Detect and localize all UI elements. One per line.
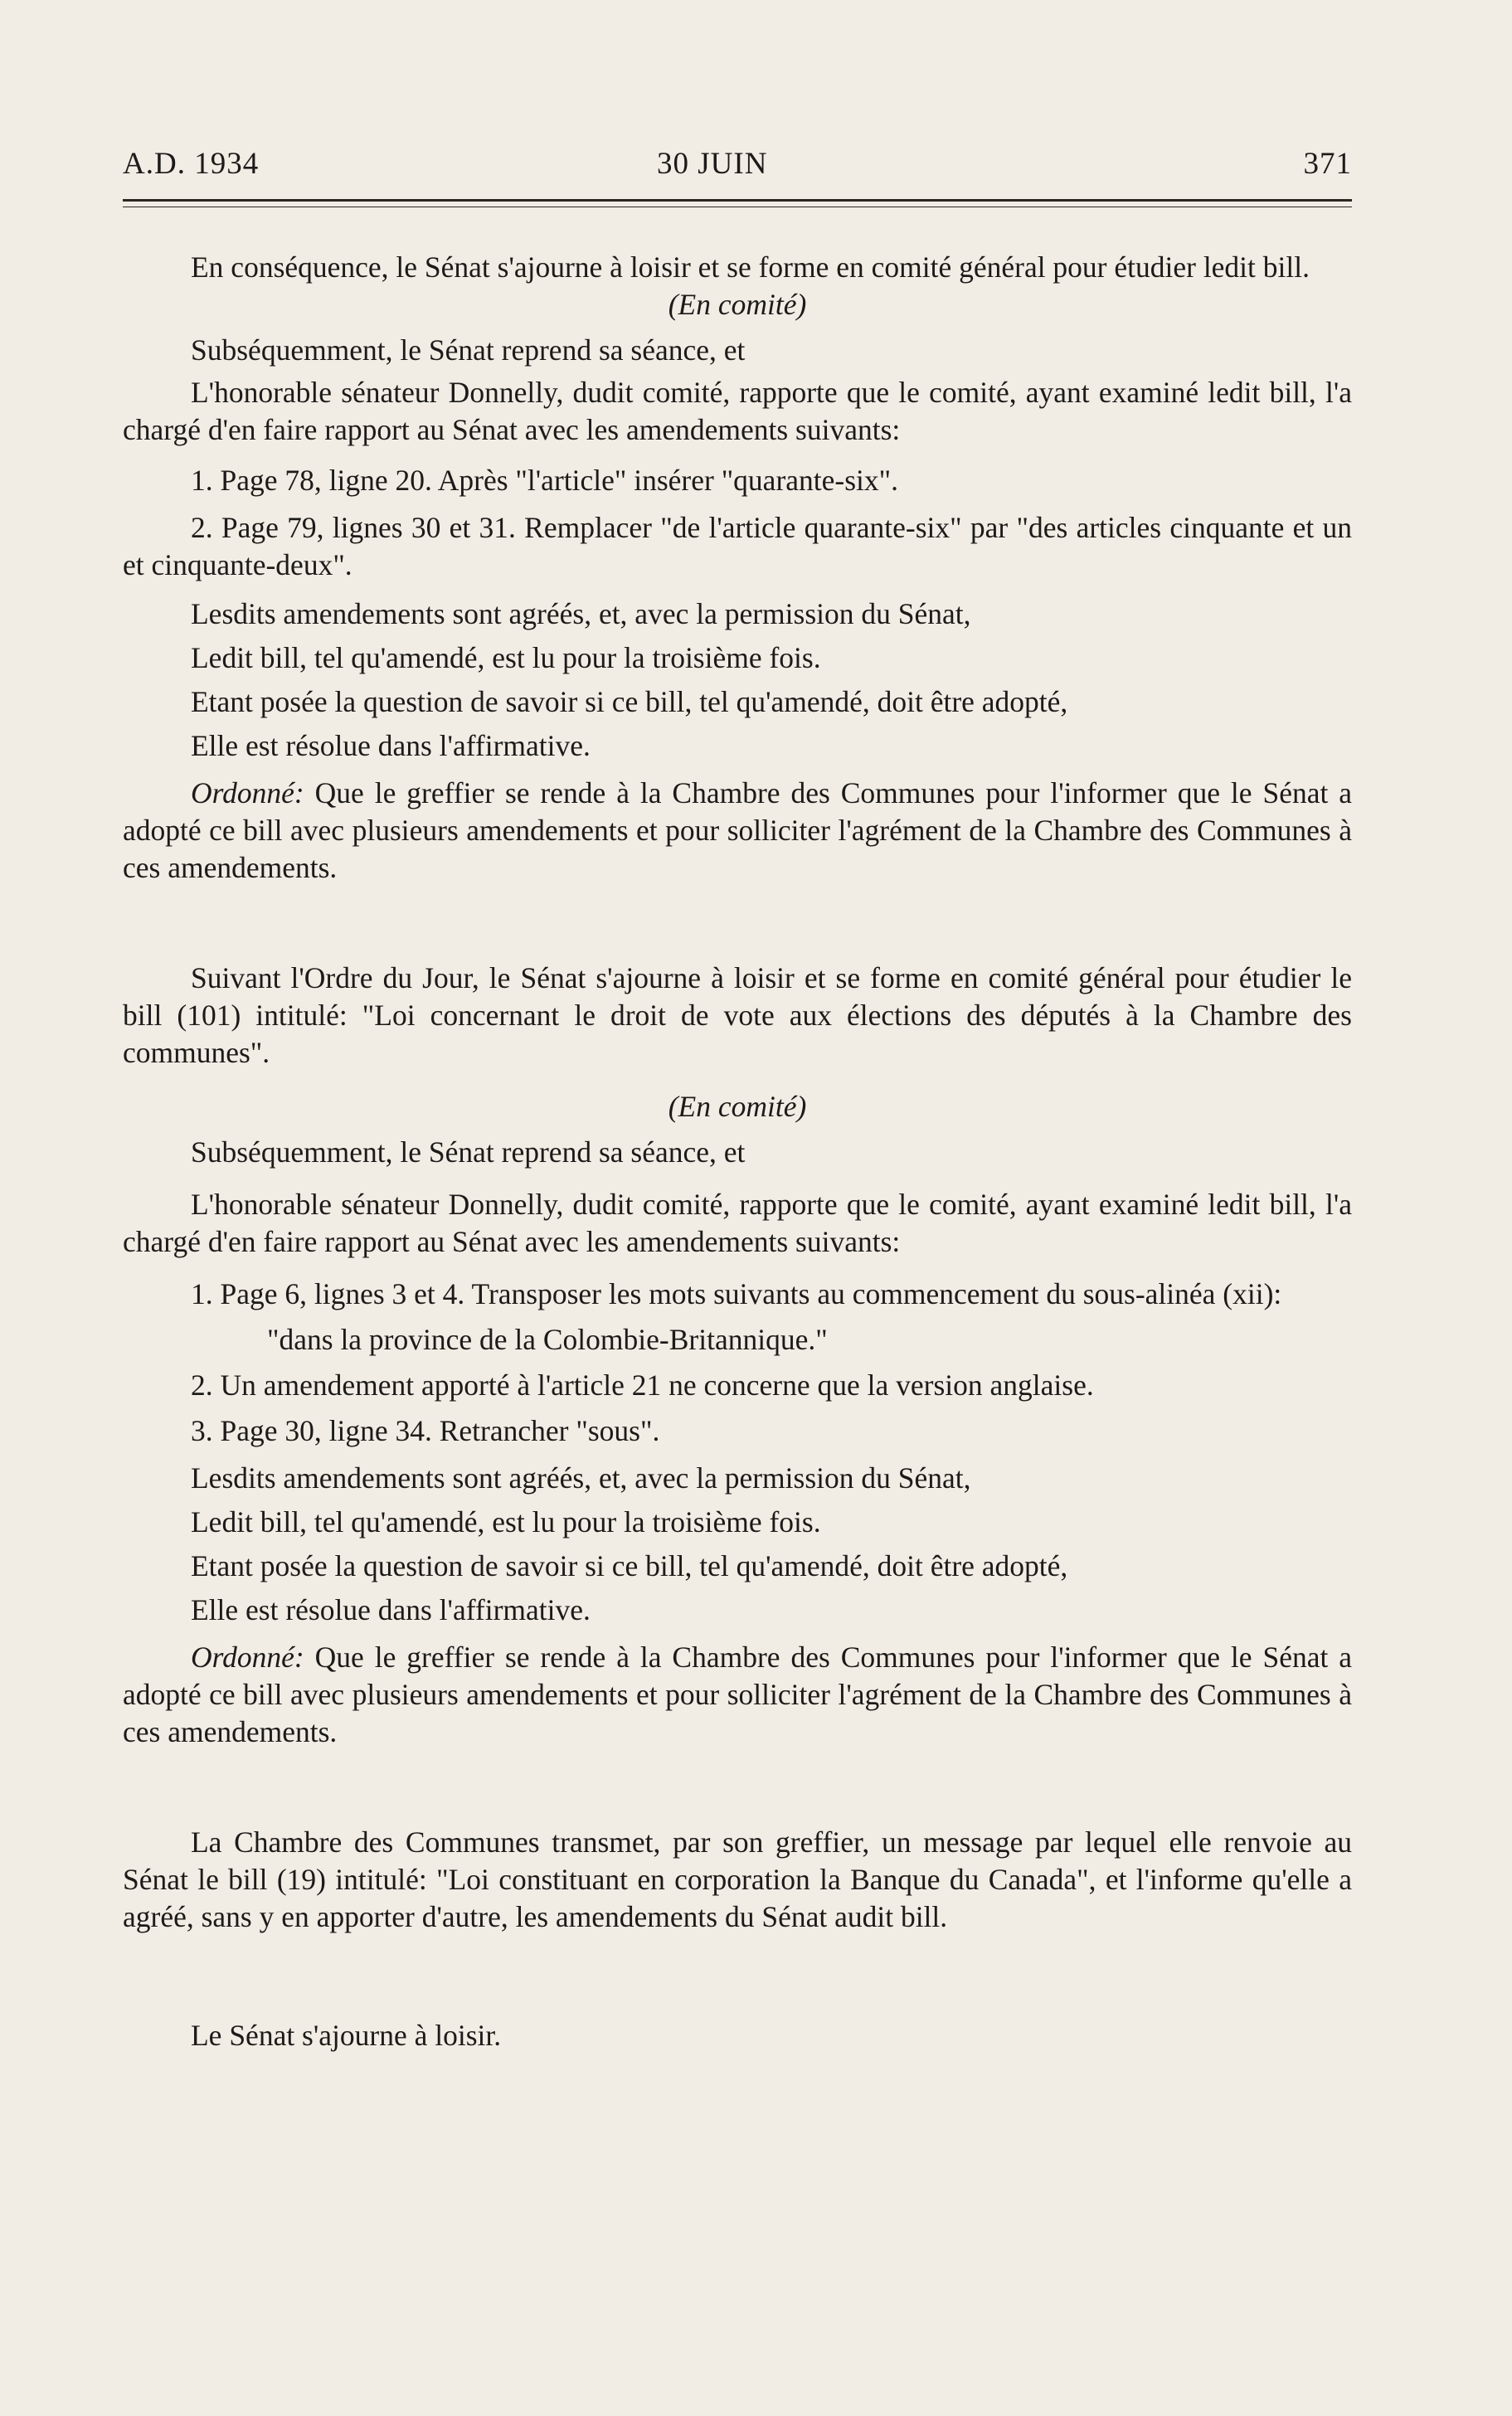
running-head xyxy=(123,146,1352,187)
s2-amendment-2: 2. Un amendement apporté à l'article 21 ne concerne que la version anglaise. xyxy=(191,1368,1094,1402)
s1-report: L'honorable sénateur Donnelly, dudit comité, rapporte que le comité, ayant examiné ledit bill, l'a chargé d'en faire rapport au Sénat avec les amendements suivants: xyxy=(123,376,1352,446)
header-date: 30 JUIN xyxy=(657,147,768,181)
s4-adjourn: Le Sénat s'ajourne à loisir. xyxy=(191,2019,502,2052)
s1-affirmative: Elle est résolue dans l'affirmative. xyxy=(191,729,591,762)
s2-report: L'honorable sénateur Donnelly, dudit comité, rapporte que le comité, ayant examiné ledit bill, l'a chargé d'en faire rapport au Sénat avec les amendements suivants: xyxy=(123,1188,1352,1258)
s1-third-reading: Ledit bill, tel qu'amendé, est lu pour la troisième fois. xyxy=(191,641,821,674)
s2-resume: Subséquemment, le Sénat reprend sa séance, et xyxy=(191,1135,746,1169)
s3-message: La Chambre des Communes transmet, par son greffier, un message par lequel elle renvoie au Sénat le bill (19) intitulé: "Loi constituant en corporation la Banque du Canada", et l'informe qu'elle a agréé, sans y en apporter d'autre, les amendements du Sénat audit bill. xyxy=(123,1825,1352,1933)
document-body xyxy=(123,249,1352,2054)
s2-intro: Suivant l'Ordre du Jour, le Sénat s'ajourne à loisir et se forme en comité général pour étudier le bill (101) intitulé: "Loi concernant le droit de vote aux élections des députés à la Chambre des communes". xyxy=(123,961,1352,1069)
s2-third-reading: Ledit bill, tel qu'amendé, est lu pour la troisième fois. xyxy=(191,1505,821,1539)
s1-amendment-1: 1. Page 78, ligne 20. Après "l'article" insérer "quarante-six". xyxy=(191,464,899,497)
s1-ordered-text: Que le greffier se rende à la Chambre des Communes pour l'informer que le Sénat a adopté ce bill avec plusieurs amendements et pour solliciter l'agrément de la Chambre des Communes à ces amendements. xyxy=(123,776,1352,884)
s1-amendment-2: 2. Page 79, lignes 30 et 31. Remplacer "de l'article quarante-six" par "des articles cinquante et un et cinquante-deux". xyxy=(123,511,1352,581)
s1-ordered-label: Ordonné: xyxy=(191,776,304,809)
s1-ordered xyxy=(123,775,1352,887)
s2-amendment-1-quote: "dans la province de la Colombie-Britannique." xyxy=(267,1323,828,1356)
s2-affirmative: Elle est résolue dans l'affirmative. xyxy=(191,1593,591,1626)
page xyxy=(123,0,1352,2416)
s2-ordered xyxy=(123,1639,1352,1751)
s1-question: Etant posée la question de savoir si ce bill, tel qu'amendé, doit être adopté, xyxy=(191,685,1068,718)
s2-ordered-text: Que le greffier se rende à la Chambre des Communes pour l'informer que le Sénat a adopté ce bill avec plusieurs amendements et pour solliciter l'agrément de la Chambre des Communes à ces amendements. xyxy=(123,1641,1352,1748)
page-number: 371 xyxy=(1303,147,1352,181)
s2-ordered-label: Ordonné: xyxy=(191,1641,304,1674)
header-year: A.D. 1934 xyxy=(123,147,260,181)
s1-resume: Subséquemment, le Sénat reprend sa séance, et xyxy=(191,333,746,367)
s2-question: Etant posée la question de savoir si ce bill, tel qu'amendé, doit être adopté, xyxy=(191,1549,1068,1582)
s2-amendment-1: 1. Page 6, lignes 3 et 4. Transposer les mots suivants au commencement du sous-alinéa (xii): xyxy=(191,1277,1282,1310)
header-rule-thick xyxy=(123,199,1352,202)
s2-agreed: Lesdits amendements sont agréés, et, avec la permission du Sénat, xyxy=(191,1461,971,1495)
s1-intro: En conséquence, le Sénat s'ajourne à loisir et se forme en comité général pour étudier ledit bill. xyxy=(191,250,1310,284)
s1-agreed: Lesdits amendements sont agréés, et, avec la permission du Sénat, xyxy=(191,597,971,630)
s2-committee-heading: (En comité) xyxy=(668,1090,807,1123)
s1-committee-heading: (En comité) xyxy=(668,288,807,321)
s2-amendment-3: 3. Page 30, ligne 34. Retrancher "sous". xyxy=(191,1414,660,1447)
